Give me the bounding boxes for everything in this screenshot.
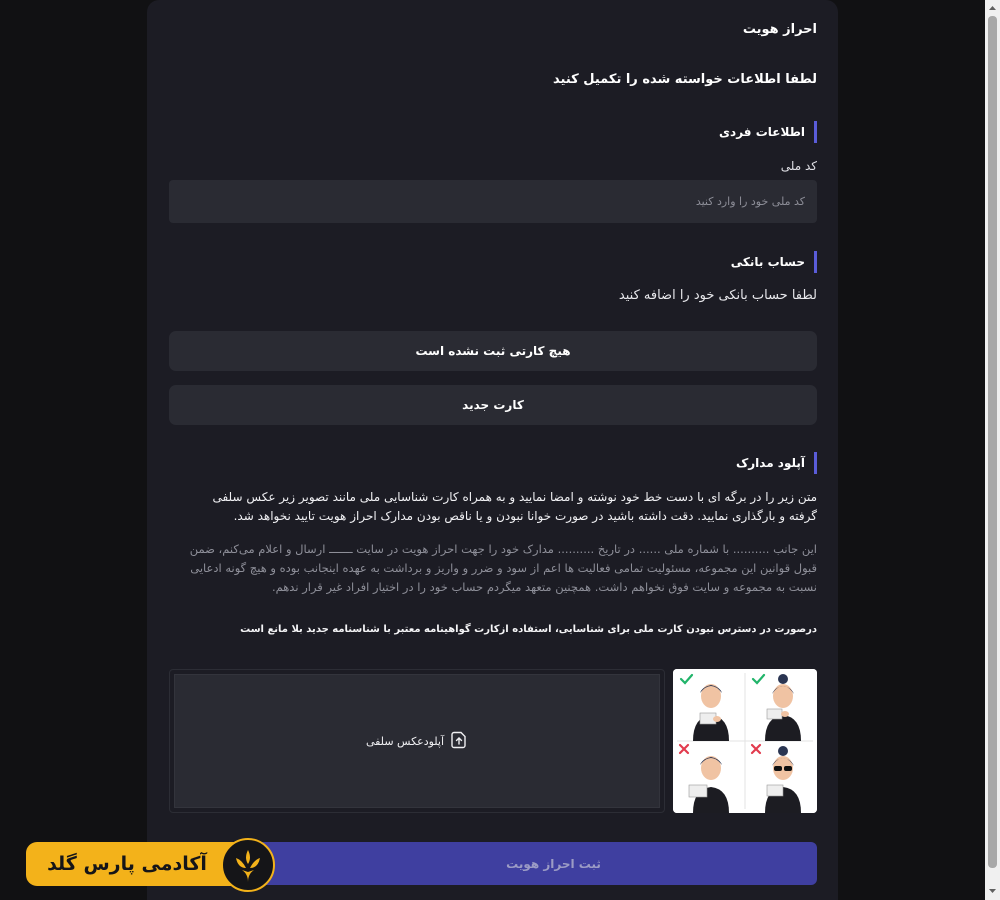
selfie-upload-area [169, 669, 665, 813]
statement-text: این جانب .......... با شماره ملی ...... در تاریخ .......... مدارک خود را جهت احراز هویت در سایت ـــــــ ارسال و اعلام می‌کنم، ضمن قبول قوانین این مجموعه، مسئولیت تمامی فعالیت ها اعم از سود و ضرر و واریز و برداشت به عهده اینجانب بوده و هیچ گونه ادعایی نسبت به مجموعه و سایت فوق نخواهم داشت. همچنین متعهد میگردم حساب خود را در اختیار افراد غیر قرار ندهم. [189, 542, 817, 594]
section-heading-personal: اطلاعات فردی [719, 121, 817, 143]
submit-verification-button[interactable]: ثبت احراز هویت [250, 842, 817, 885]
upload-icon [450, 731, 468, 752]
no-card-box: هیچ کارتی ثبت نشده است [169, 331, 817, 371]
scrollbar-thumb[interactable] [988, 16, 997, 868]
national-code-label: کد ملی [780, 159, 817, 173]
scrollbar[interactable] [985, 0, 1000, 900]
scroll-down-icon[interactable] [988, 886, 997, 896]
national-code-input[interactable] [169, 180, 817, 223]
selfie-upload-button[interactable] [174, 674, 660, 808]
page-subtitle: لطفا اطلاعات خواسته شده را تکمیل کنید [553, 72, 817, 87]
new-card-button[interactable]: کارت جدید [169, 385, 817, 425]
brand-logo [26, 838, 276, 893]
section-heading-bank: حساب بانکی [731, 251, 817, 273]
upload-instructions: متن زیر را در برگه ای با دست خط خود نوشته و امضا نمایید و به همراه کارت شناسایی ملی مانند تصویر زیر عکس سلفی گرفته و بارگذاری نمایید. دقت داشته باشید در صورت خوانا نبودن و یا ناقص بودن مدارک احراز هویت تایید نخواهد شد. [212, 490, 817, 523]
scroll-up-icon[interactable] [988, 3, 997, 13]
selfie-guide-image [673, 669, 817, 813]
section-heading-documents: آپلود مدارک [736, 452, 817, 474]
page-title: احراز هویت [742, 22, 817, 37]
bank-hint: لطفا حساب بانکی خود را اضافه کنید [618, 288, 817, 303]
id-alternative-note: درصورت در دسترس نبودن کارت ملی برای شناسایی، استفاده ازکارت گواهینامه معتبر با شناسنامه جدید بلا مانع است [240, 624, 817, 635]
brand-name: آکادمی پارس گلد [47, 853, 207, 875]
upload-label: آپلودعکس سلفی [365, 734, 445, 748]
